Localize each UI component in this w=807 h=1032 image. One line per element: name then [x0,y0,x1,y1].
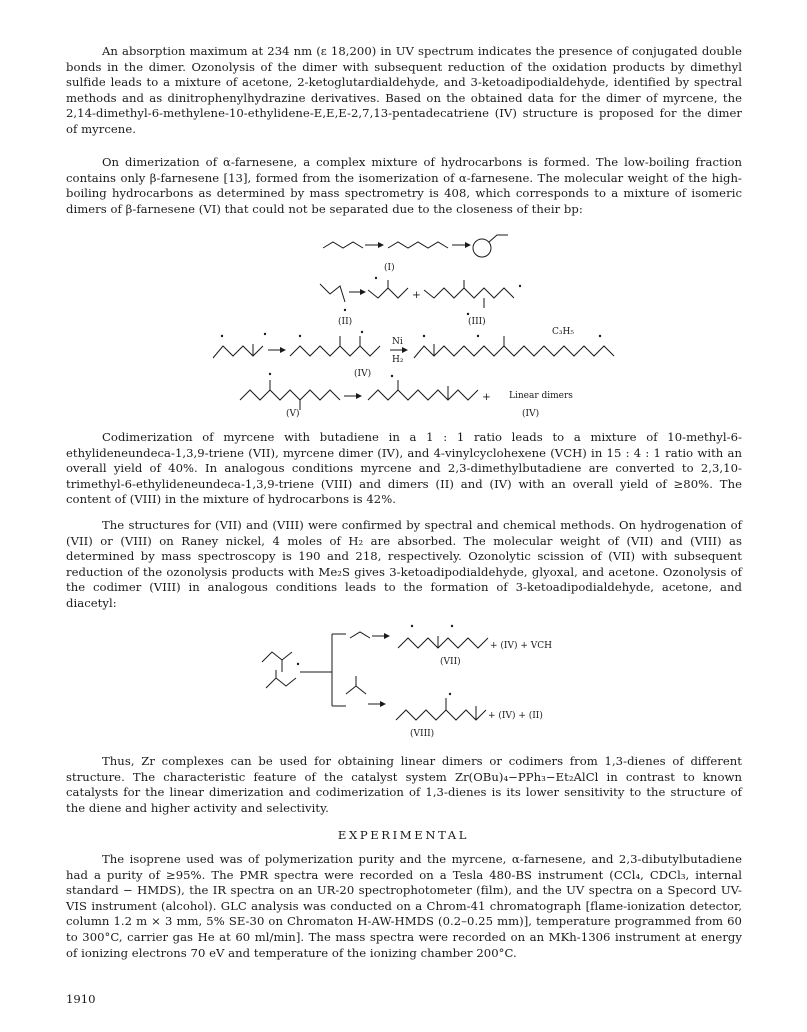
paragraph-1: An absorption maximum at 234 nm (ε 18,200) in UV spectrum indicates the presence of conjugated double bonds in the dimer. Ozonolysis of the dimer with subsequent reduction of the oxidation products by dimethyl sulfide leads to a mixture of acetone, 2-ketoglutardialdehyde, and 3-ketoadipodialdehyde, identified by spectral methods and as dinitrophenylhydrazine derivatives. Based on the obtained data for the dimer of myrcene, the 2,14-dimethyl-6-methylene-10-ethylidene-E,E,E-2,7,13-pentadecatriene (IV) structure is proposed for the dimer of myrcene. [66,44,742,136]
products-bottom: + (IV) + (II) [488,711,543,721]
compound-label-II: (II) [338,317,353,327]
compound-label-I: (I) [384,263,395,273]
catalyst-ni: Ni [392,337,403,347]
paragraph-4: The structures for (VII) and (VIII) were confirmed by spectral and chemical methods. On hydrogenation of (VII) or (VIII) on Raney nickel, 4 moles of H₂ are absorbed. The molecular weight of (VII) and (VIII) as determined by mass spectroscopy is 190 and 218, respectively. Ozonolytic scission of (VII) with subsequent reduction of the ozonolysis products with Me₂S gives 3-ketoadipodialdehyde, glyoxal, and acetone. Ozonolysis of the codimer (VIII) in analogous conditions leads to the formation of 3-ketoadipodialdehyde, acetone, and diacetyl: [66,518,742,610]
paragraph-5: Thus, Zr complexes can be used for obtaining linear dimers or codimers from 1,3-dienes of different structure. The characteristic feature of the catalyst system Zr(OBu)₄−PPh₃−Et₂AlCl in contrast to known catalysts for the linear dimerization and codimerization of 1,3-dienes is its lower sensitivity to the structure of the diene and higher activity and selectivity. [66,754,742,815]
linear-dimers-label: Linear dimers [509,391,573,401]
paragraph-3: Codimerization of myrcene with butadiene in a 1 : 1 ratio leads to a mixture of 10-methyl-6-ethylideneundeca-1,3,9-triene (VII), myrcene dimer (IV), and 4-vinylcyclohexene (VCH) in 15 : 4 : 1 ratio with an overall yield of 40%. In analogous conditions myrcene and 2,3-dimethylbutadiene are converted to 2,3,10-trimethyl-6-ethylideneundeca-1,3,9-triene (VIII) and dimers (II) and (IV) with an overall yield of ≥80%. The content of (VIII) in the mixture of hydrocarbons is 42%. [66,430,742,507]
paragraph-2: On dimerization of α-farnesene, a complex mixture of hydrocarbons is formed. The low-boiling fraction contains only β-farnesene [13], formed from the isomerization of α-farnesene. The molecular weight of the high-boiling hydrocarbons as determined by mass spectrometry is 408, which corresponds to a mixture of isomeric dimers of β-farnesene (VI) that could not be separated due to the closeness of their bp: [66,155,742,216]
paragraph-6: The isoprene used was of polymerization purity and the myrcene, α-farnesene, and 2,3-dibutylbutadiene had a purity of ≥95%. The PMR spectra were recorded on a Tesla 480-BS instrument (CCl₄, CDCl₃, internal standard − HMDS), the IR spectra on an UR-20 spectrophotometer (film), and the UV spectra on a Specord UV-VIS instrument (alcohol). GLC analysis was conducted on a Chrom-41 chromatograph [flame-ionization detector, column 1.2 m × 3 mm, 5% SE-30 on Chromaton H-AW-HMDS (0.2–0.25 mm)], temperature programmed from 60 to 300°C, carrier gas He at 60 ml/min]. The mass spectra were recorded on an MKh-1306 instrument at energy of ionizing electrons 70 eV and temperature of the ionizing chamber 200°C. [66,852,742,960]
products-top: + (IV) + VCH [490,641,552,651]
page-number: 1910 [66,992,96,1006]
compound-label-VIII: (VIII) [410,729,435,739]
scheme-codimerization [0,624,807,749]
compound-label-IV: (IV) [354,369,372,379]
compound-label-VII: (VII) [440,657,461,667]
plus-sign: + [482,391,491,403]
catalyst-h2: H₂ [392,355,404,365]
compound-label-V: (V) [286,409,300,419]
compound-label-IV-2: (IV) [522,409,540,419]
section-heading: EXPERIMENTAL [337,828,470,842]
compound-label-III: (III) [468,317,486,327]
substituent-c3h5: C₃H₅ [552,327,574,337]
plus-sign: + [412,289,421,301]
scheme-farnesene [0,226,807,419]
